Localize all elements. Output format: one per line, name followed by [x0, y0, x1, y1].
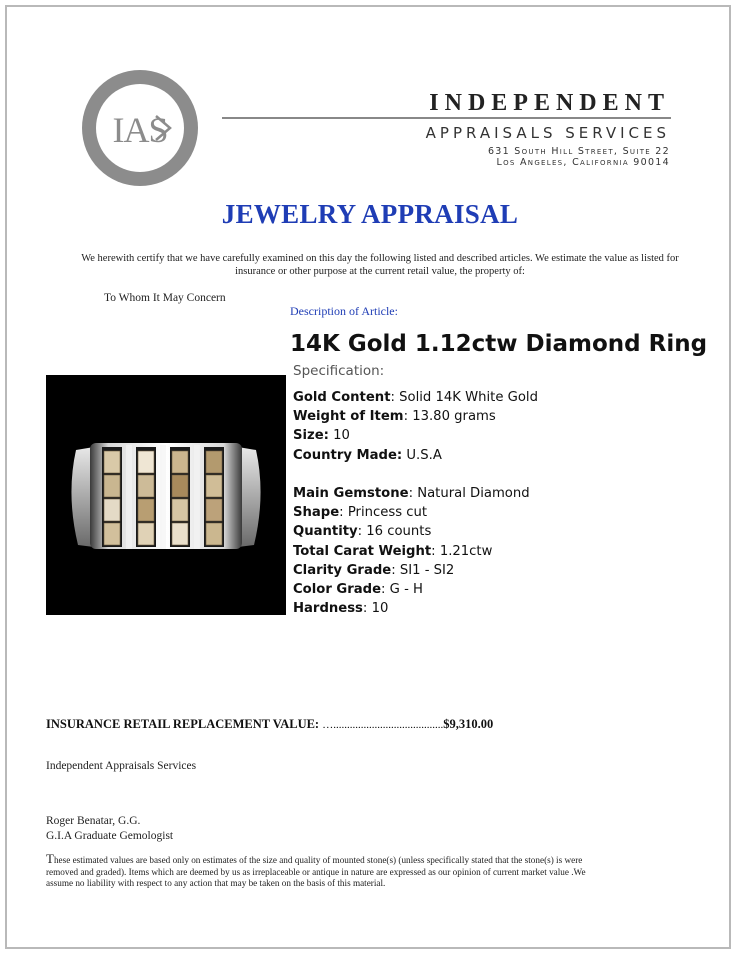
address-line-2: Los Angeles, California 90014 — [496, 157, 670, 168]
spec-row — [293, 446, 538, 465]
spec-separator: : — [357, 524, 367, 540]
signature-block — [46, 814, 173, 844]
signer-title: G.I.A Graduate Gemologist — [46, 830, 174, 842]
spec-row — [293, 542, 538, 561]
spec-value: 13.80 grams — [412, 409, 496, 425]
company-subtitle: APPRAISALS SERVICES — [425, 124, 670, 142]
spec-value: 1.21ctw — [439, 543, 493, 559]
spec-separator: : — [403, 409, 413, 425]
spec-key: Shape — [293, 505, 340, 521]
spec-value: Princess cut — [347, 505, 428, 521]
spec-key: Clarity Grade — [293, 562, 392, 578]
signer-name: Roger Benatar, G.G. — [46, 815, 141, 827]
certification-text: We herewith certify that we have carefully examined on this day the following listed and described articles. We estimate the value as listed for insurance or other purpose at the current retail value, the property of: — [81, 253, 679, 277]
spec-separator: : — [381, 582, 390, 598]
item-title: 14K Gold 1.12ctw Diamond Ring — [290, 331, 708, 357]
specification-label: Specification: — [293, 363, 385, 379]
spec-spacer — [293, 465, 538, 484]
spec-row — [293, 407, 538, 426]
disclaimer-text: hese estimated values are based only on estimates of the size and quality of mounted stone(s) (unless specifically stated that the stone(s) is were removed and graded). Items which are deemed by us as irreplaceable or antique in nature are expressed as our opinion of current market value .We assume no liability with respect to any action that may be taken on the basis of this material. — [46, 855, 586, 888]
spec-key: Color Grade — [293, 582, 382, 598]
spec-value: SI1 - SI2 — [399, 562, 455, 578]
appraiser-company: Independent Appraisals Services — [46, 760, 197, 772]
spec-key: Size: — [293, 428, 329, 444]
specification-list — [293, 388, 538, 618]
spec-row — [293, 484, 538, 503]
replacement-value-amount: $9,310.00 — [443, 717, 494, 731]
spec-key: Gold Content — [293, 390, 391, 405]
spec-value: Natural Diamond — [417, 486, 530, 501]
spec-value: 16 counts — [366, 524, 432, 540]
spec-row — [293, 522, 538, 541]
logo-monogram: IAS — [112, 110, 168, 150]
spec-separator: : — [408, 486, 418, 501]
spec-row — [293, 388, 538, 407]
spec-separator: : — [391, 562, 400, 578]
ias-logo — [78, 66, 202, 190]
spec-key: Country Made: — [293, 447, 403, 463]
spec-key: Main Gemstone — [293, 486, 409, 501]
spec-separator: : — [431, 543, 440, 559]
spec-row — [293, 580, 538, 599]
address-line-1: 631 South Hill Street, Suite 22 — [487, 146, 670, 157]
leader-dots: …........................................ — [322, 719, 444, 731]
spec-key: Weight of Item — [293, 409, 404, 425]
replacement-value-label: INSURANCE RETAIL REPLACEMENT VALUE: — [46, 717, 320, 731]
spec-key: Total Carat Weight — [293, 543, 432, 559]
spec-row — [293, 503, 538, 522]
description-label: Description of Article: — [290, 304, 398, 318]
spec-value: G - H — [389, 582, 423, 598]
spec-key: Quantity — [293, 524, 358, 540]
spec-key: Hardness — [293, 601, 363, 617]
document-title: JEWELRY APPRAISAL — [221, 199, 519, 229]
replacement-value — [46, 717, 493, 732]
spec-value: 10 — [371, 601, 389, 617]
ring-photo — [46, 375, 286, 615]
spec-row — [293, 561, 538, 580]
company-name: INDEPENDENT — [429, 90, 670, 116]
logo-ring-text: Appraisal — [109, 146, 172, 169]
spec-separator: : — [339, 505, 348, 521]
spec-separator: : — [390, 390, 400, 405]
spec-value: U.S.A — [406, 447, 442, 463]
company-address — [330, 146, 670, 168]
spec-value: Solid 14K White Gold — [399, 390, 538, 405]
spec-separator: : — [362, 601, 372, 617]
spec-value: 10 — [333, 428, 350, 444]
recipient: To Whom It May Concern — [104, 292, 226, 304]
header-divider — [222, 117, 671, 119]
spec-row — [293, 426, 538, 445]
disclaimer — [46, 853, 606, 890]
spec-row — [293, 599, 538, 618]
disclaimer-initial: T — [46, 851, 54, 866]
